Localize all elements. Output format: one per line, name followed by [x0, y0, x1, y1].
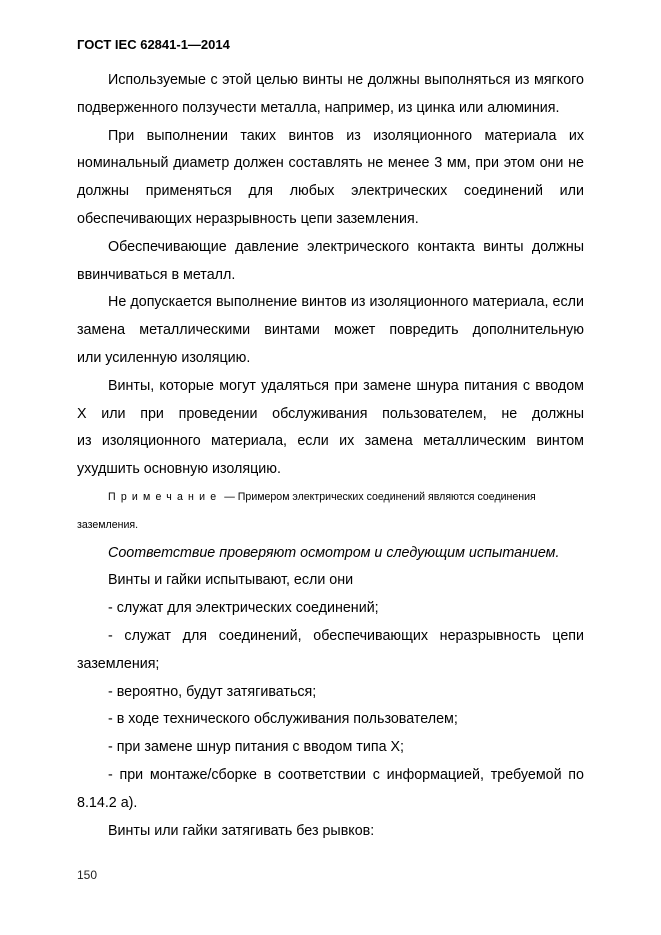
body-text-part1 — [77, 67, 584, 484]
text-line: из изоляционного материала, если их замена металлическим винтом — [77, 433, 584, 450]
text-line: заземления; — [77, 655, 160, 672]
text-line: При выполнении таких винтов из изоляционного материала их — [108, 127, 584, 144]
page-number: 150 — [77, 868, 98, 882]
text-line: - в ходе технического обслуживания пользователем; — [108, 711, 458, 728]
text-line: ввинчиваться в металл. — [77, 266, 236, 283]
body-text-part2 — [77, 540, 584, 846]
text-line: Не допускается выполнение винтов из изоляционного материала, если — [108, 294, 584, 311]
text-line: - служат для электрических соединений; — [108, 600, 379, 617]
text-line: подверженного ползучести металла, например, из цинка или алюминия. — [77, 99, 560, 116]
note-line — [77, 484, 584, 512]
document-header: ГОСТ IEC 62841-1—2014 — [77, 37, 230, 52]
text-line: или усиленную изоляцию. — [77, 349, 251, 366]
text-line: Винты, которые могут удаляться при замене шнура питания с вводом — [108, 377, 584, 394]
text-line: Винты и гайки испытывают, если они — [108, 572, 354, 589]
note-text: — Примером электрических соединений являются соединения — [221, 490, 536, 503]
text-line: - вероятно, будут затягиваться; — [108, 683, 317, 700]
text-line: - при замене шнур питания с вводом типа X; — [108, 739, 405, 756]
text-line: Используемые с этой целью винты не должны выполняться из мягкого — [108, 72, 584, 88]
text-line: X или при проведении обслуживания пользователем, не должны — [77, 405, 584, 422]
text-line: замена металлическими винтами может повредить дополнительную — [77, 322, 584, 339]
note-continuation: заземления. — [77, 518, 139, 531]
text-line: Винты или гайки затягивать без рывков: — [108, 822, 375, 839]
text-line: ухудшить основную изоляцию. — [77, 461, 281, 478]
text-line: номинальный диаметр должен составлять не менее 3 мм, при этом они не — [77, 155, 584, 172]
page-body — [77, 67, 584, 845]
text-line: 8.14.2 a). — [77, 794, 138, 811]
text-line: Обеспечивающие давление электрического контакта винты должны — [108, 238, 584, 255]
note-label: Примечание — [108, 490, 222, 503]
text-line: - служат для соединений, обеспечивающих неразрывность цепи — [108, 627, 584, 644]
text-line: Соответствие проверяют осмотром и следующим испытанием. — [108, 544, 560, 561]
text-line: - при монтаже/сборке в соответствии с информацией, требуемой по — [108, 766, 584, 783]
text-line: обеспечивающих неразрывность цепи заземления. — [77, 210, 419, 227]
text-line: должны применяться для любых электрических соединений или — [77, 183, 584, 200]
